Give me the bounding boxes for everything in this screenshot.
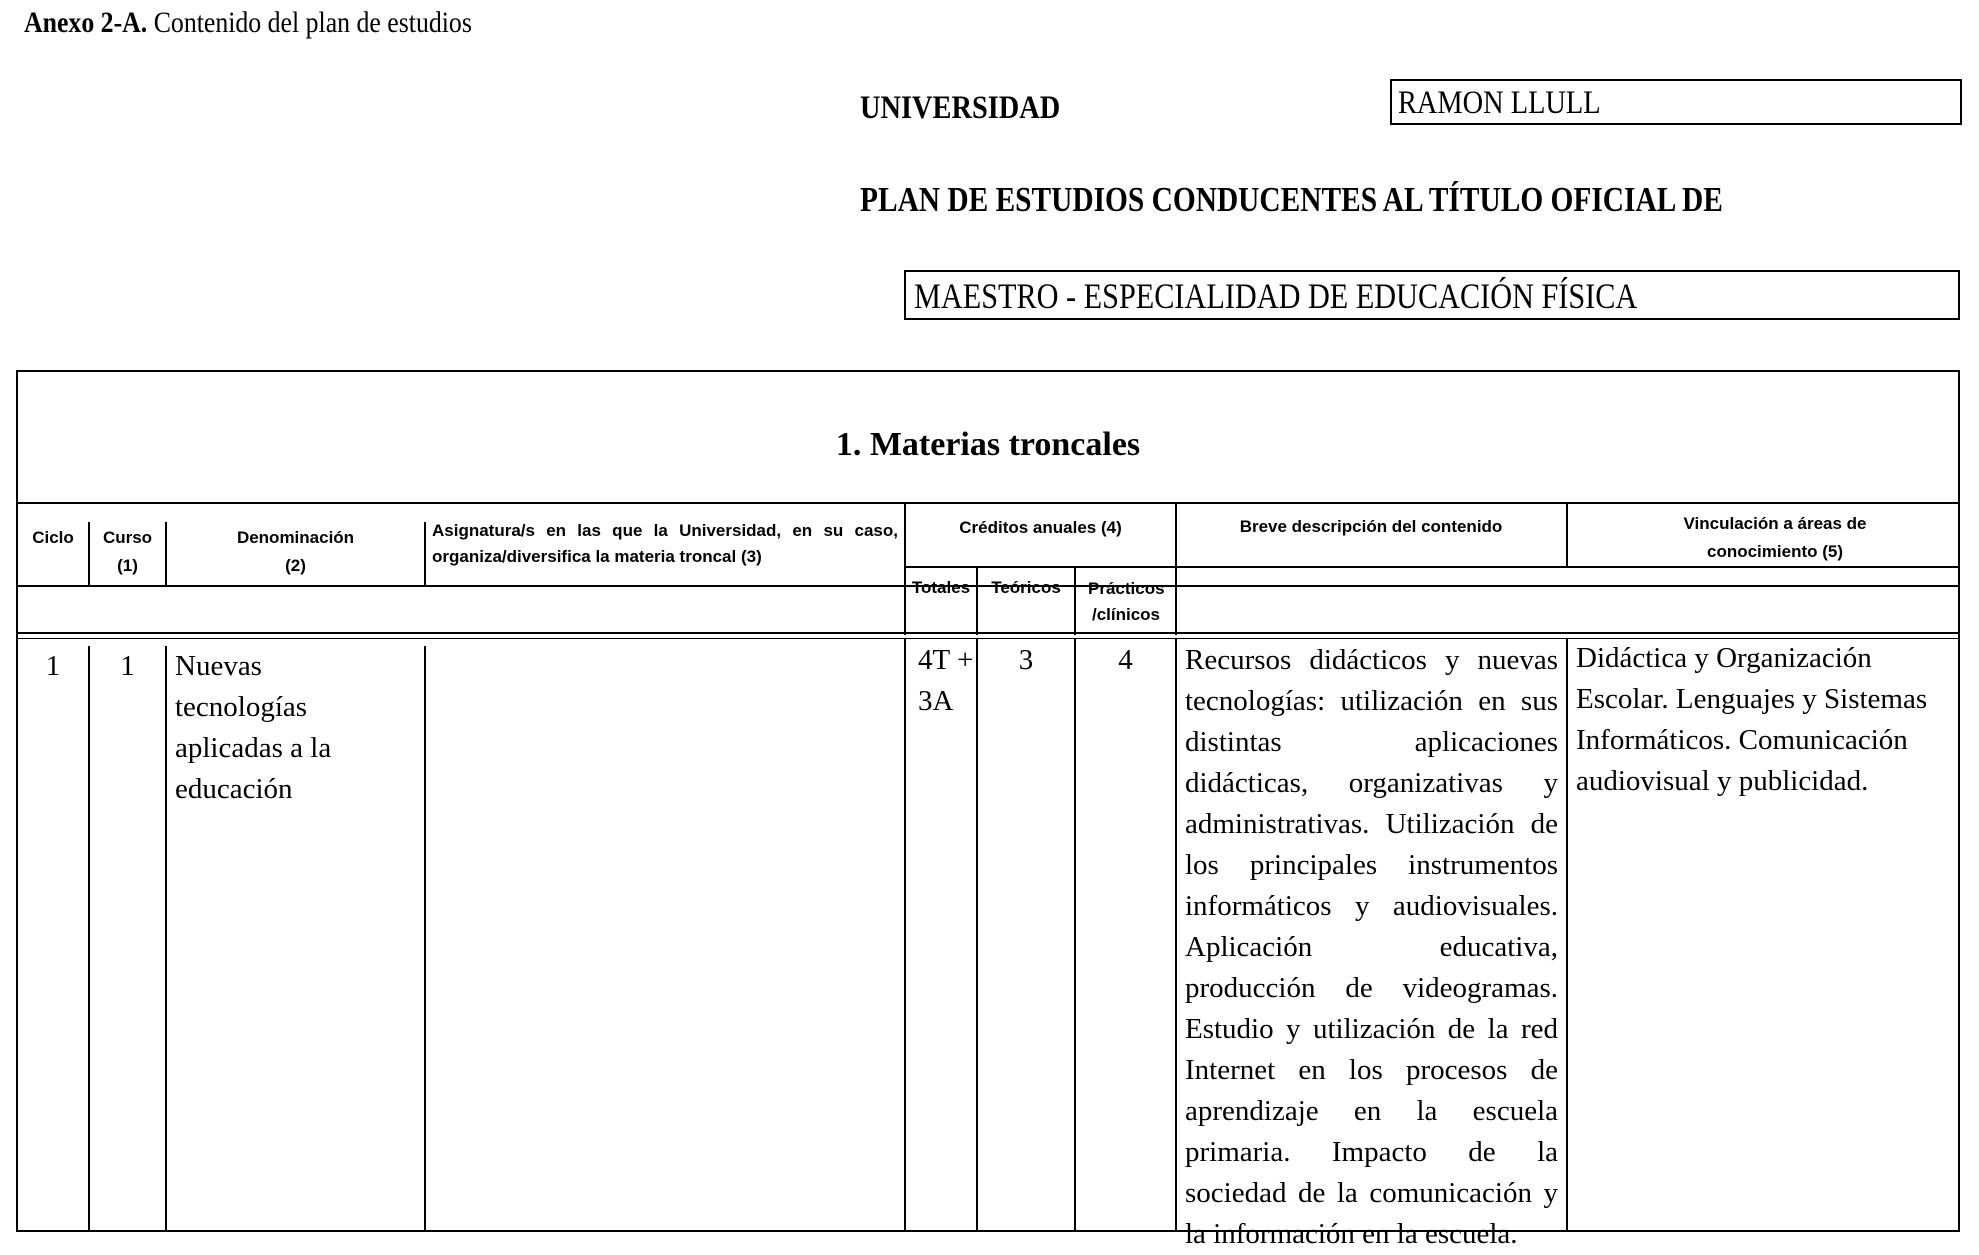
col-header-descripcion: Breve descripción del contenido: [1239, 517, 1503, 536]
col-header-curso-note: (1): [117, 556, 138, 575]
cell-totales: 4T + 3A: [918, 644, 974, 717]
cell-curso: 1: [120, 650, 135, 682]
col-header-totales: Totales: [911, 578, 971, 597]
col-header-creditos: Créditos anuales (4): [959, 518, 1122, 537]
row-sep-totales: [976, 638, 978, 1232]
col-header-practicos: Prácticos /clínicos: [1088, 579, 1165, 624]
col-header-curso-label: Curso: [102, 528, 153, 547]
rule-under-subheader: [18, 632, 1958, 634]
col-header-teoricos: Teóricos: [991, 578, 1061, 597]
row-sep-denominacion: [424, 646, 426, 1232]
cell-teoricos: 3: [1018, 644, 1034, 676]
cell-denominacion: Nuevas tecnologías aplicadas a la educación: [175, 650, 332, 805]
row-sep-asignaturas: [904, 638, 906, 1232]
university-name: RAMON LLULL: [1398, 85, 1601, 121]
col-header-vinculacion: Vinculación a áreas de conocimiento (5): [1683, 514, 1867, 561]
row-sep-teoricos: [1074, 638, 1076, 1232]
university-label: UNIVERSIDAD: [860, 90, 1061, 126]
degree-name: MAESTRO - ESPECIALIDAD DE EDUCACIÓN FÍSICA: [914, 276, 1638, 316]
degree-box: [904, 270, 1960, 320]
cell-descripcion: Recursos didácticos y nuevas tecnologías: utilización en sus distintas aplicaciones didácticas, organizativas y administrativas. Utilización de los principales instrumentos informáticos y audiovisuales. Aplicación educativa, producción de videogramas. Estudio y utilización de la red Internet en los procesos de aprendizaje en la escuela primaria. Impacto de la sociedad de la comunicación y la información en la escuela.: [1185, 644, 1558, 1250]
col-header-curso: [90, 524, 165, 584]
row-sep-ciclo: [88, 646, 90, 1232]
col-header-asignaturas: Asignatura/s en las que la Universidad, en su caso, organiza/diversifica la materia troncal (3): [432, 521, 898, 566]
col-header-denominacion-note: (2): [285, 556, 306, 575]
section-title: 1. Materias troncales: [835, 426, 1141, 463]
cell-practicos: 4: [1118, 644, 1133, 676]
rule-under-title: [18, 502, 1958, 504]
cell-asignaturas: [426, 646, 904, 686]
col-header-ciclo: [18, 524, 88, 584]
col-header-denominacion: [167, 524, 424, 584]
annex-text: Contenido del plan de estudios: [153, 6, 472, 39]
university-name-box: [1390, 79, 1962, 125]
col-header-denominacion-label: Denominación: [236, 528, 355, 547]
col-sep-creditos: [1175, 502, 1177, 635]
col-sep-teoricos: [1074, 568, 1076, 635]
subjects-table: [16, 370, 1960, 1250]
cell-vinculacion: Didáctica y Organización Escolar. Lenguajes y Sistemas Informáticos. Comunicación audiovisual y publicidad.: [1576, 642, 1928, 797]
annex-prefix: Anexo 2-A.: [24, 6, 148, 39]
plan-title: PLAN DE ESTUDIOS CONDUCENTES AL TÍTULO OFICIAL DE: [860, 180, 1723, 219]
cell-ciclo: 1: [45, 650, 61, 682]
col-sep-descripcion: [1566, 502, 1568, 568]
annex-heading: [24, 6, 472, 40]
col-header-ciclo-label: Ciclo: [32, 528, 74, 547]
